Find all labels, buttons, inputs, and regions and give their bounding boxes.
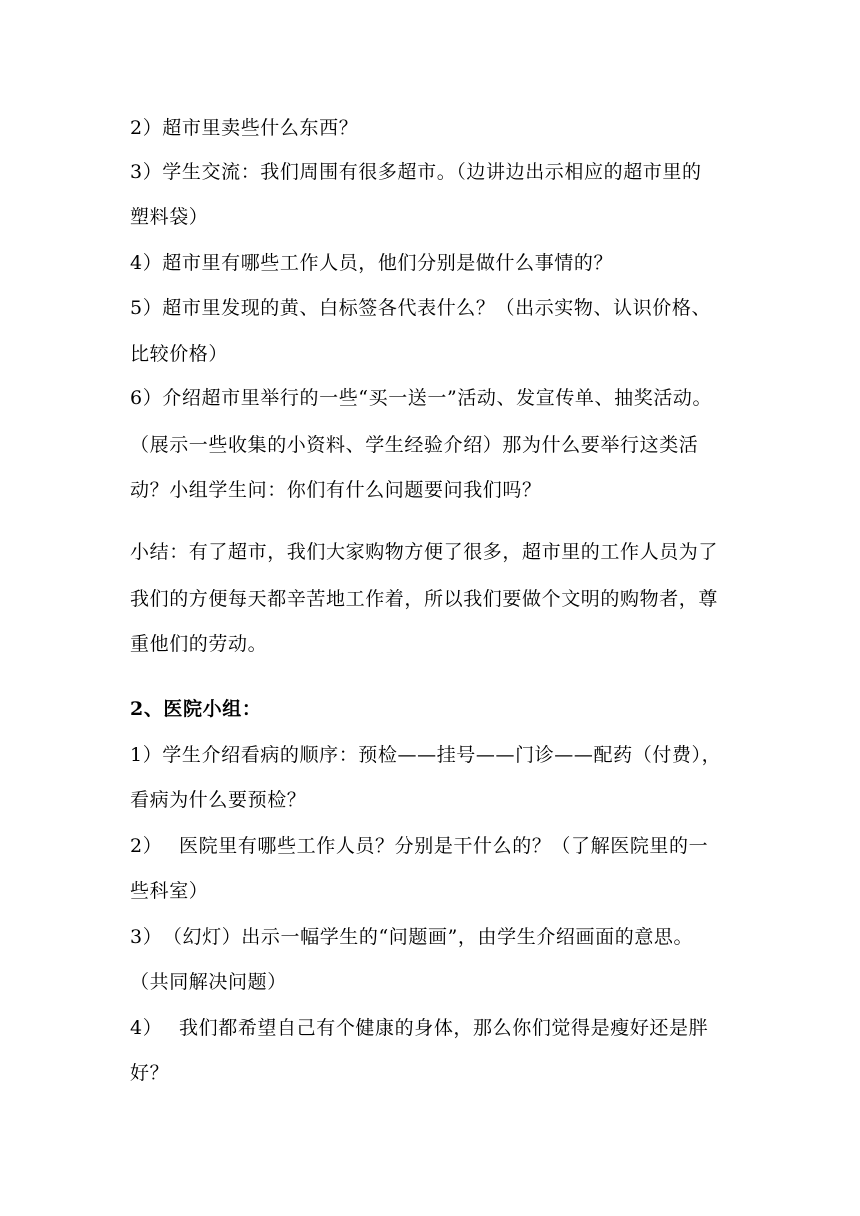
supermarket-item-3-line-2: 塑料袋） xyxy=(130,206,209,228)
supermarket-summary-line-1: 小结：有了超市，我们大家购物方便了很多，超市里的工作人员为了 xyxy=(130,541,719,563)
supermarket-item-4: 4）超市里有哪些工作人员，他们分别是做什么事情的？ xyxy=(130,252,614,274)
supermarket-summary-line-2: 我们的方便每天都辛苦地工作着，所以我们要做个文明的购物者，尊 xyxy=(130,588,719,610)
hospital-item-2-line-1: 2） 医院里有哪些工作人员？分别是干什么的？（了解医院里的一 xyxy=(130,835,709,857)
hospital-item-2-line-2: 些科室） xyxy=(130,880,209,902)
hospital-item-4-line-2: 好？ xyxy=(130,1062,170,1084)
hospital-item-3-line-2: （共同解决问题） xyxy=(130,971,287,993)
supermarket-item-5-line-2: 比较价格） xyxy=(130,343,229,365)
supermarket-item-3-line-1: 3）学生交流：我们周围有很多超市。（边讲边出示相应的超市里的 xyxy=(130,161,702,183)
hospital-item-4-line-1: 4） 我们都希望自己有个健康的身体，那么你们觉得是瘦好还是胖 xyxy=(130,1017,709,1039)
supermarket-item-6-line-2: （展示一些收集的小资料、学生经验介绍）那为什么要举行这类活 xyxy=(130,434,699,456)
hospital-item-1-line-2: 看病为什么要预检？ xyxy=(130,789,307,811)
hospital-section-heading: 2、医院小组： xyxy=(130,698,262,720)
supermarket-item-6-line-1: 6）介绍超市里举行的一些“买一送一”活动、发宣传单、抽奖活动。 xyxy=(130,387,713,409)
supermarket-item-5-line-1: 5）超市里发现的黄、白标签各代表什么？（出示实物、认识价格、 xyxy=(130,297,712,319)
supermarket-item-2: 2）超市里卖些什么东西？ xyxy=(130,117,359,139)
hospital-item-1-line-1: 1）学生介绍看病的顺序：预检——挂号——门诊——配药（付费）， xyxy=(130,744,722,766)
hospital-item-3-line-1: 3） （幻灯）出示一幅学生的“问题画”，由学生介绍画面的意思。 xyxy=(130,926,694,948)
supermarket-item-6-line-3: 动？小组学生问：你们有什么问题要问我们吗？ xyxy=(130,479,542,501)
supermarket-summary-line-3: 重他们的劳动。 xyxy=(130,633,268,655)
